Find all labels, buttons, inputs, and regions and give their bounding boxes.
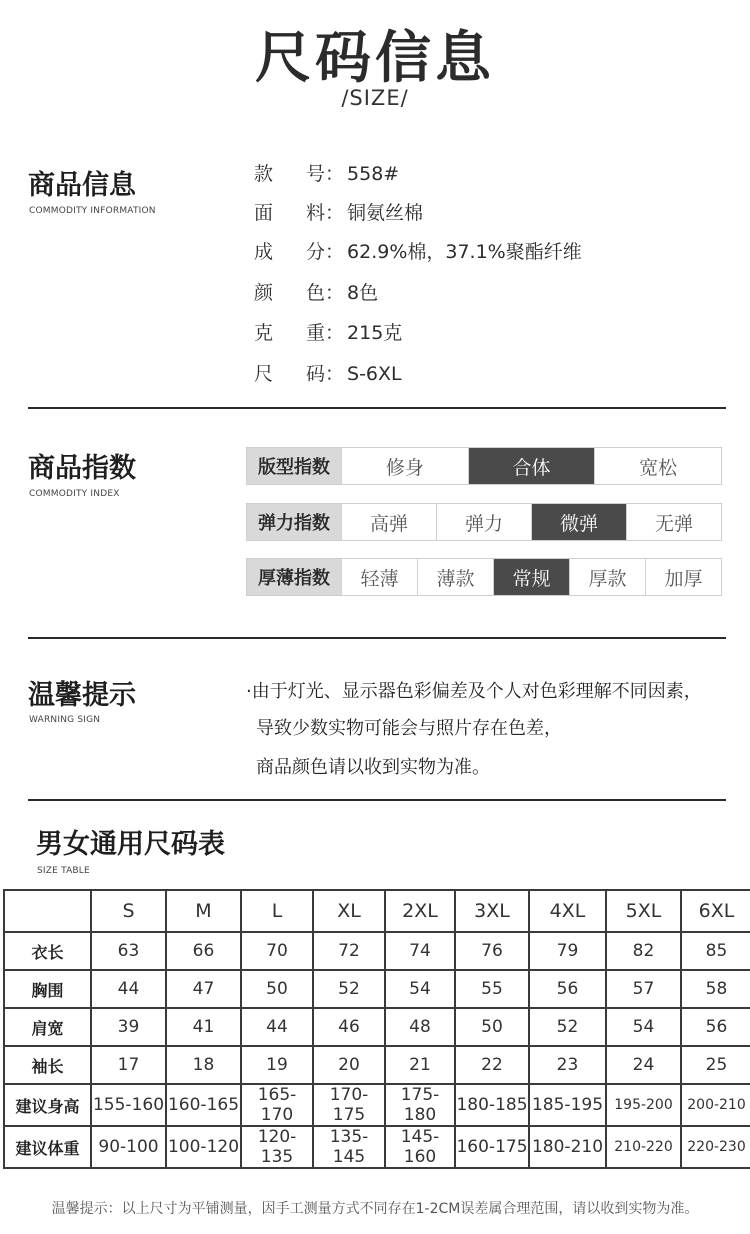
table-cell: 56: [529, 970, 606, 1008]
commodity-info-subtitle: COMMODITY INFORMATION: [29, 206, 156, 216]
row-label: 袖长: [4, 1046, 91, 1084]
table-cell: 21: [385, 1046, 455, 1084]
row-label: 肩宽: [4, 1008, 91, 1046]
table-cell: 54: [385, 970, 455, 1008]
section-divider: [28, 799, 726, 801]
size-table: [3, 889, 750, 1169]
table-cell: 135-145: [313, 1126, 385, 1168]
index-row-3: [246, 558, 722, 596]
index-label: 版型指数: [247, 448, 341, 484]
table-cell: 55: [455, 970, 529, 1008]
index-option: 轻薄: [341, 559, 417, 595]
table-row: [4, 1084, 750, 1126]
info-row: [254, 318, 402, 348]
info-key-char: 号: [306, 163, 326, 185]
info-value: S-6XL: [347, 363, 402, 385]
size-table-title: 男女通用尺码表: [36, 829, 225, 860]
info-value: 62.9%棉，37.1%聚酯纤维: [347, 241, 582, 263]
table-cell: 23: [529, 1046, 606, 1084]
info-row: [254, 159, 399, 189]
table-row: [4, 970, 750, 1008]
info-colon: ：: [325, 241, 345, 263]
table-cell: 58: [681, 970, 750, 1008]
index-option-selected: 常规: [493, 559, 569, 595]
table-cell: 63: [91, 932, 166, 970]
info-colon: ：: [325, 363, 345, 385]
index-option: 修身: [341, 448, 468, 484]
table-cell: 155-160: [91, 1084, 166, 1126]
index-option: 宽松: [594, 448, 721, 484]
warning-title: 温馨提示: [28, 680, 136, 711]
table-cell: 180-185: [455, 1084, 529, 1126]
table-cell: 25: [681, 1046, 750, 1084]
info-colon: ：: [325, 282, 345, 304]
table-row: [4, 1046, 750, 1084]
page-title: 尺码信息: [255, 26, 495, 91]
table-header-cell: 3XL: [455, 890, 529, 932]
info-value: 铜氨丝棉: [347, 202, 424, 224]
index-label: 厚薄指数: [247, 559, 341, 595]
table-cell: 19: [241, 1046, 313, 1084]
info-colon: ：: [325, 322, 345, 344]
table-cell: 100-120: [166, 1126, 241, 1168]
table-header-cell: [4, 890, 91, 932]
table-cell: 175-180: [385, 1084, 455, 1126]
table-row: [4, 1126, 750, 1168]
table-cell: 72: [313, 932, 385, 970]
table-cell: 160-175: [455, 1126, 529, 1168]
info-key-char: 分: [306, 241, 326, 263]
table-header-cell: 5XL: [606, 890, 681, 932]
table-cell: 50: [241, 970, 313, 1008]
info-key-char: 成: [254, 241, 274, 263]
info-colon: ：: [325, 202, 345, 224]
info-key-char: 码: [306, 363, 326, 385]
table-cell: 85: [681, 932, 750, 970]
commodity-index-subtitle: COMMODITY INDEX: [29, 489, 120, 499]
table-cell: 52: [529, 1008, 606, 1046]
table-row: [4, 932, 750, 970]
table-cell: 165-170: [241, 1084, 313, 1126]
info-key-char: 尺: [254, 363, 274, 385]
table-cell: 54: [606, 1008, 681, 1046]
info-row: [254, 278, 378, 308]
table-cell: 76: [455, 932, 529, 970]
info-key-char: 料: [306, 202, 326, 224]
info-key-char: 颜: [254, 282, 274, 304]
table-cell: 180-210: [529, 1126, 606, 1168]
table-cell: 195-200: [606, 1084, 681, 1126]
table-row: [4, 1008, 750, 1046]
info-key-char: 重: [306, 322, 326, 344]
table-cell: 18: [166, 1046, 241, 1084]
table-cell: 44: [91, 970, 166, 1008]
info-key-char: 款: [254, 163, 274, 185]
table-header-cell: 4XL: [529, 890, 606, 932]
page-subtitle: /SIZE/: [341, 86, 409, 110]
table-cell: 47: [166, 970, 241, 1008]
table-cell: 170-175: [313, 1084, 385, 1126]
section-divider: [28, 637, 726, 639]
info-value: 215克: [347, 322, 403, 344]
info-row: [254, 198, 423, 228]
table-cell: 185-195: [529, 1084, 606, 1126]
table-cell: 56: [681, 1008, 750, 1046]
table-cell: 160-165: [166, 1084, 241, 1126]
table-cell: 79: [529, 932, 606, 970]
index-row-1: [246, 447, 722, 485]
info-key-char: 克: [254, 322, 274, 344]
size-table-subtitle: SIZE TABLE: [37, 866, 90, 876]
table-cell: 120-135: [241, 1126, 313, 1168]
table-header-cell: 6XL: [681, 890, 750, 932]
index-row-2: [246, 503, 722, 541]
table-cell: 44: [241, 1008, 313, 1046]
index-option: 薄款: [417, 559, 493, 595]
table-header-cell: XL: [313, 890, 385, 932]
index-option: 高弹: [341, 504, 436, 540]
table-cell: 17: [91, 1046, 166, 1084]
size-footnote: 温馨提示：以上尺寸为平铺测量，因手工测量方式不同存在1-2CM误差属合理范围，请以收到实物为准。: [51, 1201, 699, 1217]
table-header-cell: M: [166, 890, 241, 932]
index-option: 加厚: [645, 559, 721, 595]
table-cell: 41: [166, 1008, 241, 1046]
info-value: 8色: [347, 282, 379, 304]
table-header-cell: 2XL: [385, 890, 455, 932]
index-label: 弹力指数: [247, 504, 341, 540]
info-key-char: 面: [254, 202, 274, 224]
table-cell: 52: [313, 970, 385, 1008]
warning-line: 导致少数实物可能会与照片存在色差，: [256, 718, 562, 739]
table-cell: 48: [385, 1008, 455, 1046]
table-cell: 210-220: [606, 1126, 681, 1168]
table-cell: 22: [455, 1046, 529, 1084]
info-value: 558#: [347, 163, 400, 185]
warning-subtitle: WARNING SIGN: [29, 715, 101, 725]
table-cell: 220-230: [681, 1126, 750, 1168]
index-option-selected: 合体: [468, 448, 595, 484]
index-option: 厚款: [569, 559, 645, 595]
warning-line: 商品颜色请以收到实物为准。: [256, 757, 490, 778]
row-label: 衣长: [4, 932, 91, 970]
commodity-index-title: 商品指数: [28, 453, 136, 484]
table-cell: 70: [241, 932, 313, 970]
table-cell: 90-100: [91, 1126, 166, 1168]
table-cell: 145-160: [385, 1126, 455, 1168]
table-cell: 46: [313, 1008, 385, 1046]
warning-line: ·由于灯光、显示器色彩偏差及个人对色彩理解不同因素，: [246, 681, 702, 702]
table-header-cell: S: [91, 890, 166, 932]
row-label: 建议体重: [4, 1126, 91, 1168]
table-cell: 39: [91, 1008, 166, 1046]
index-option: 弹力: [436, 504, 531, 540]
table-cell: 74: [385, 932, 455, 970]
table-header-cell: L: [241, 890, 313, 932]
table-cell: 82: [606, 932, 681, 970]
row-label: 建议身高: [4, 1084, 91, 1126]
info-colon: ：: [325, 163, 345, 185]
info-row: [254, 237, 582, 267]
index-option-selected: 微弹: [531, 504, 626, 540]
table-cell: 24: [606, 1046, 681, 1084]
info-row: [254, 359, 402, 389]
commodity-info-title: 商品信息: [28, 170, 136, 201]
info-key-char: 色: [306, 282, 326, 304]
index-option: 无弹: [626, 504, 721, 540]
table-cell: 20: [313, 1046, 385, 1084]
row-label: 胸围: [4, 970, 91, 1008]
section-divider: [28, 407, 726, 409]
table-cell: 66: [166, 932, 241, 970]
table-header-row: [4, 890, 750, 932]
table-cell: 57: [606, 970, 681, 1008]
table-cell: 50: [455, 1008, 529, 1046]
table-cell: 200-210: [681, 1084, 750, 1126]
